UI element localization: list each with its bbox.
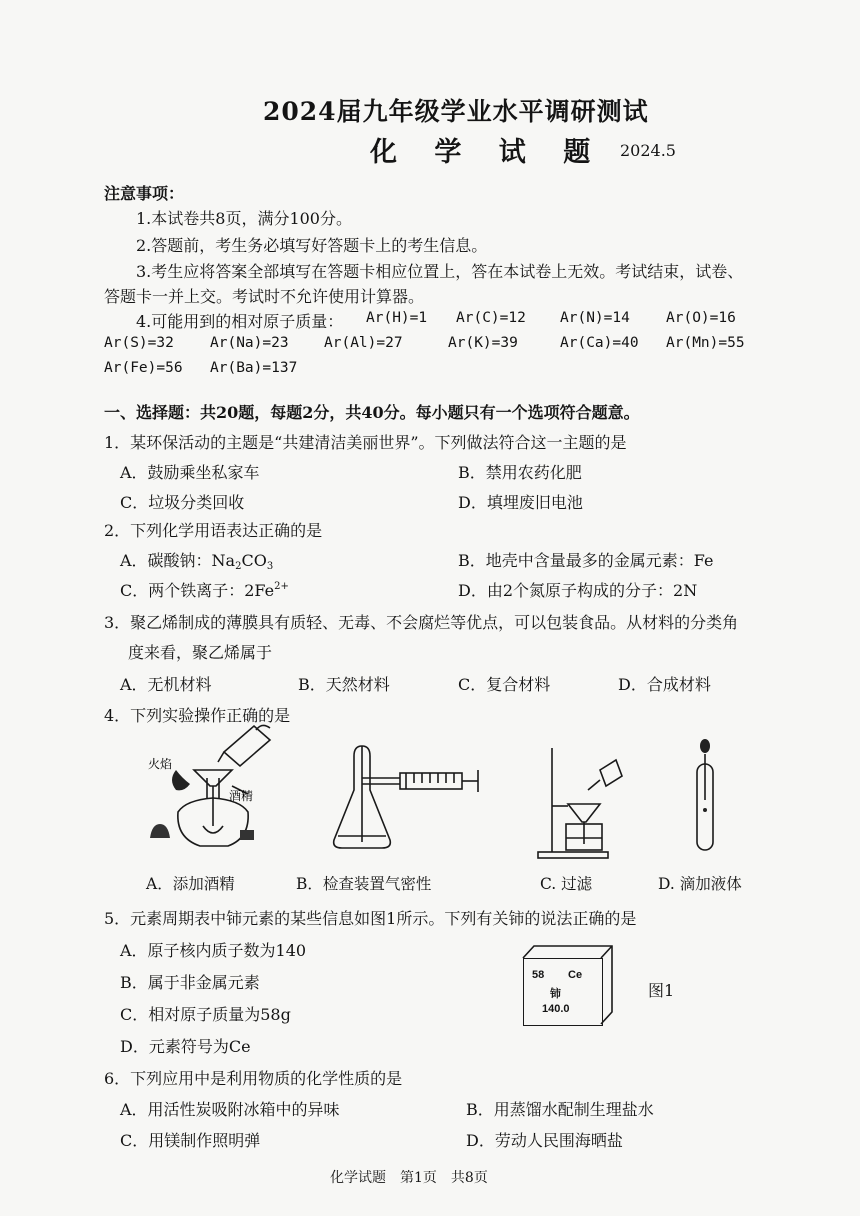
notice-heading: 注意事项： (104, 184, 185, 203)
exam-date: 2024.5 (620, 141, 676, 160)
option-a: A．原子核内质子数为140 (120, 941, 307, 960)
atomic-mass: Ar(S)=32 (104, 335, 174, 351)
option-b: B．用蒸馏水配制生理盐水 (466, 1100, 654, 1119)
exam-title: 2024届九年级学业水平调研测试 (263, 97, 649, 126)
option-d: D．填埋废旧电池 (458, 493, 583, 512)
atomic-mass: Ar(N)=14 (560, 310, 630, 326)
option-a: A．碳酸钠：$Na_2CO_3$ (120, 551, 274, 572)
question-stem: 1．某环保活动的主题是“共建清洁美丽世界”。下列做法符合这一主题的是 (104, 433, 627, 452)
element-name: 铈 (550, 987, 561, 1000)
question-stem: 4．下列实验操作正确的是 (104, 706, 291, 725)
notice-item: 4.可能用到的相对原子质量： (136, 312, 344, 331)
question-stem: 6．下列应用中是利用物质的化学性质的是 (104, 1069, 403, 1088)
option-c: C．相对原子质量为58g (120, 1005, 291, 1024)
notice-item: 1.本试卷共8页，满分100分。 (136, 209, 352, 228)
flame-label: 火焰 (148, 757, 173, 771)
option-a: A．添加酒精 (146, 875, 235, 893)
notice-item: 2.答题前，考生务必填写好答题卡上的考生信息。 (136, 236, 488, 255)
atomic-mass: Ar(C)=12 (456, 310, 526, 326)
option-d: D．合成材料 (618, 675, 711, 694)
option-b: B．属于非金属元素 (120, 973, 260, 992)
atomic-mass: Ar(Mn)=55 (666, 335, 745, 351)
question-stem: 5．元素周期表中铈元素的某些信息如图1所示。下列有关铈的说法正确的是 (104, 909, 637, 928)
option-c: C. 过滤 (540, 875, 593, 893)
option-d: D．元素符号为Ce (120, 1037, 251, 1056)
option-b: B．天然材料 (298, 675, 390, 694)
option-b: B．地壳中含量最多的金属元素：Fe (458, 551, 714, 570)
atomic-mass: Ar(Al)=27 (324, 335, 403, 351)
exam-subtitle: 化 学 试 题 (370, 137, 605, 168)
page-footer: 化学试题 第1页 共8页 (330, 1170, 488, 1186)
option-c: C．用镁制作照明弹 (120, 1131, 261, 1150)
notice-item: 3.考生应将答案全部填写在答题卡相应位置上，答在本试卷上无效。考试结束，试卷、 (136, 262, 744, 281)
notice-item: 答题卡一并上交。考试时不允许使用计算器。 (104, 287, 425, 306)
atomic-mass: Ar(Fe)=56 (104, 360, 183, 376)
option-a: A．无机材料 (120, 675, 212, 694)
question-stem: 3．聚乙烯制成的薄膜具有质轻、无毒、不会腐烂等优点，可以包装食品。从材料的分类角 (104, 613, 739, 632)
atomic-mass: Ar(K)=39 (448, 335, 518, 351)
section-heading: 一、选择题：共20题，每题2分，共40分。每小题只有一个选项符合题意。 (104, 403, 640, 422)
atomic-mass: Ar(O)=16 (666, 310, 736, 326)
atomic-mass-value: 140.0 (542, 1003, 570, 1015)
option-d: D．由2个氮原子构成的分子：2N (458, 581, 698, 600)
option-c: C．两个铁离子：$2Fe^{2+}$ (120, 581, 289, 600)
option-b: B．检查装置气密性 (296, 875, 432, 893)
periodic-table-cell (523, 958, 603, 1026)
atomic-number: 58 (532, 969, 545, 981)
figure-label: 图1 (648, 981, 675, 1000)
option-c: C．复合材料 (458, 675, 551, 694)
atomic-mass: Ar(H)=1 (366, 310, 428, 326)
question-stem: 2．下列化学用语表达正确的是 (104, 521, 323, 540)
option-b: B．禁用农药化肥 (458, 463, 582, 482)
atomic-mass: Ar(Ca)=40 (560, 335, 639, 351)
question-stem-cont: 度来看，聚乙烯属于 (128, 643, 273, 662)
option-c: C．垃圾分类回收 (120, 493, 245, 512)
atomic-mass: Ar(Ba)=137 (210, 360, 298, 376)
alcohol-label: 酒精 (229, 789, 254, 803)
option-d: D. 滴加液体 (658, 875, 742, 893)
option-a: A．用活性炭吸附冰箱中的异味 (120, 1100, 340, 1119)
option-a: A．鼓励乘坐私家车 (120, 463, 260, 482)
option-d: D．劳动人民围海晒盐 (466, 1131, 623, 1150)
element-symbol: Ce (568, 969, 583, 981)
atomic-mass: Ar(Na)=23 (210, 335, 289, 351)
